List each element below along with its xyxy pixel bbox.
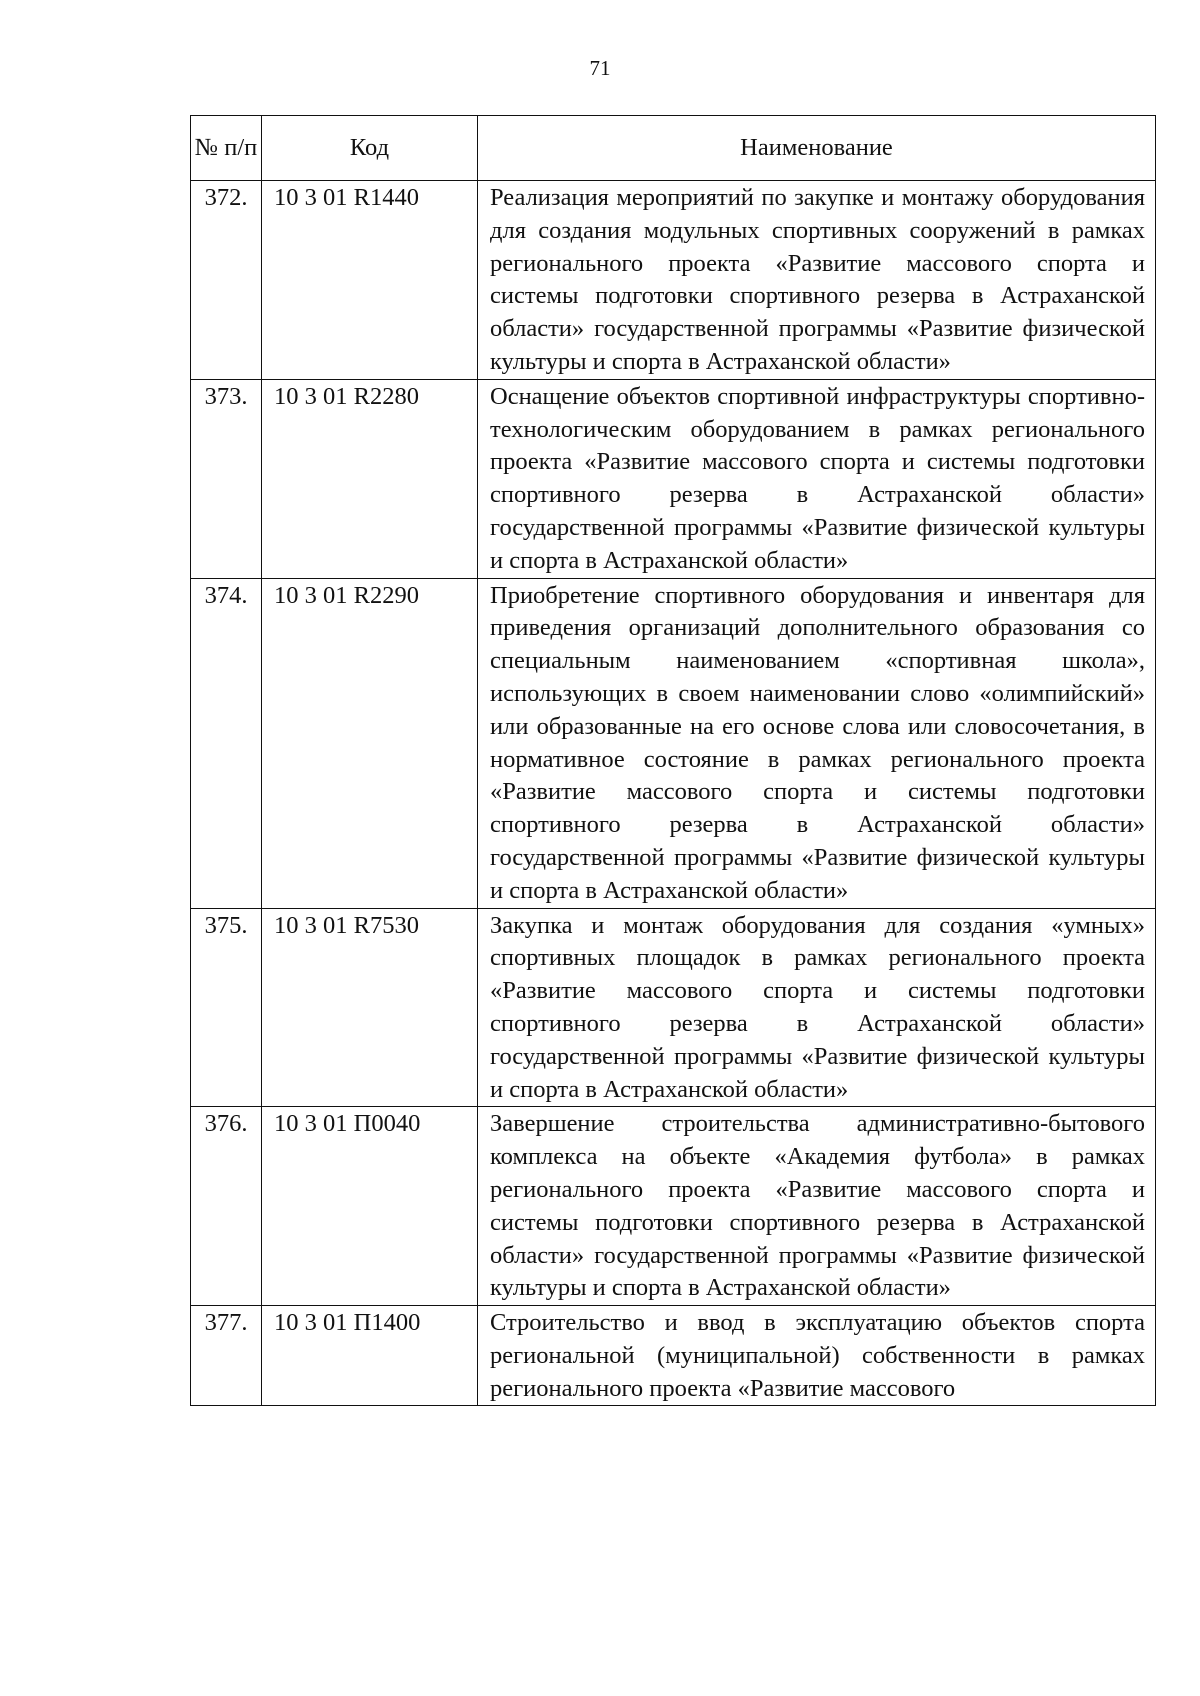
row-number: 373. [191,379,262,578]
row-code: 10 3 01 R2290 [262,578,478,908]
table-row [191,578,1156,908]
row-name: Завершение строительства административно-бытового комплекса на объекте «Академия футбола» в рамках регионального проекта «Развитие массового спорта и системы подготовки спортивного резерва в Астраханской области» государственной программы «Развитие физической культуры и спорта в Астраханской области» [478,1107,1156,1306]
table-header-row [191,116,1156,181]
row-number: 377. [191,1306,262,1406]
row-name: Реализация мероприятий по закупке и монтажу оборудования для создания модульных спортивных сооружений в рамках регионального проекта «Развитие массового спорта и системы подготовки спортивного резерва в Астраханской области» государственной программы «Развитие физической культуры и спорта в Астраханской области» [478,181,1156,380]
row-number: 375. [191,908,262,1107]
header-name: Наименование [478,116,1156,181]
table-row [191,379,1156,578]
row-code: 10 3 01 R1440 [262,181,478,380]
row-name: Закупка и монтаж оборудования для создания «умных» спортивных площадок в рамках регионального проекта «Развитие массового спорта и системы подготовки спортивного резерва в Астраханской области» государственной программы «Развитие физической культуры и спорта в Астраханской области» [478,908,1156,1107]
row-name: Строительство и ввод в эксплуатацию объектов спорта региональной (муниципальной) собственности в рамках регионального проекта «Развитие массового [478,1306,1156,1406]
table-row [191,181,1156,380]
row-number: 376. [191,1107,262,1306]
header-num: № п/п [191,116,262,181]
table-row [191,1107,1156,1306]
row-number: 372. [191,181,262,380]
table-row [191,1306,1156,1406]
row-code: 10 3 01 R2280 [262,379,478,578]
header-code: Код [262,116,478,181]
classification-table [190,115,1156,1406]
row-code: 10 3 01 R7530 [262,908,478,1107]
page-number: 71 [589,56,611,80]
row-code: 10 3 01 П1400 [262,1306,478,1406]
table-row [191,908,1156,1107]
row-name: Оснащение объектов спортивной инфраструктуры спортивно-технологическим оборудованием в рамках регионального проекта «Развитие массового спорта и системы подготовки спортивного резерва в Астраханской области» государственной программы «Развитие физической культуры и спорта в Астраханской области» [478,379,1156,578]
row-number: 374. [191,578,262,908]
row-name: Приобретение спортивного оборудования и инвентаря для приведения организаций дополнительного образования со специальным наименованием «спортивная школа», использующих в своем наименовании слово «олимпийский» или образованные на его основе слова или словосочетания, в нормативное состояние в рамках регионального проекта «Развитие массового спорта и системы подготовки спортивного резерва в Астраханской области» государственной программы «Развитие физической культуры и спорта в Астраханской области» [478,578,1156,908]
row-code: 10 3 01 П0040 [262,1107,478,1306]
